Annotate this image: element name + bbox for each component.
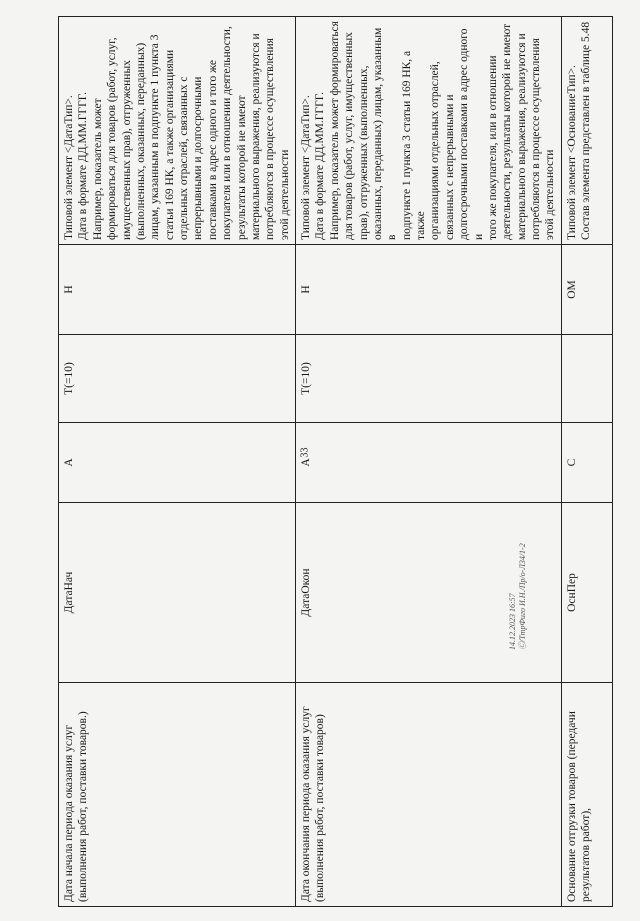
element-type: А (296, 423, 562, 503)
element-name: Основание отгрузки товаров (передачи результатов работ), (561, 683, 612, 907)
element-required: Н (59, 245, 296, 335)
stamp-date: 14.12.2023 16:57 (508, 593, 517, 650)
element-description: Типовой элемент <ОснованиеТип>. Состав элемента представлен в таблице 5.48 (561, 17, 612, 245)
element-description: Типовой элемент <ДатаТип>. Дата в формате ДД.ММ.ГГГГ. Например, показатель может формироваться для товаров (работ, услуг, имущественных прав), отгруженных (выполненных, оказанных, переданных) лицам, указанным в подпункте 1 пункта 3 статьи 169 НК, а также организациями отдельных отраслей, связанных с непрерывными и долгосрочными поставками в адрес одного и того же покупателя, или в отношении деятельности, результаты которой не имеют материального выражения, реализуются и потребляются в процессе осуществления этой деятельности (296, 17, 562, 245)
stamp-signature: Ⓒ/ТтрФиго И.Н./Пр/о-ЛЗ4/1-2 (517, 543, 527, 650)
page-number: 33 (299, 447, 311, 458)
element-name: Дата окончания периода оказания услуг (выполнения работ, поставки товаров) (296, 683, 562, 907)
element-required: ОМ (561, 245, 612, 335)
element-format (561, 335, 612, 423)
table-row (561, 17, 612, 907)
element-name: Дата начала периода оказания услуг (выполнения работ, поставки товаров.) (59, 683, 296, 907)
element-description: Типовой элемент <ДатаТип>. Дата в формате ДД.ММ.ГГГГ. Например, показатель может формироваться для товаров (работ, услуг, имущественных прав), отгруженных (выполненных, оказанных, переданных) лицам, указанным в подпункте 1 пункта 3 статьи 169 НК, а также организациями отдельных отраслей, связанных с непрерывными и долгосрочными поставками в адрес одного и того же покупателя или в отношении деятельности, результаты которой не имеют материального выражения, реализуются и потребляются в процессе осуществления этой деятельности (59, 17, 296, 245)
table-row (296, 17, 562, 907)
element-required: Н (296, 245, 562, 335)
element-format: T(=10) (296, 335, 562, 423)
element-code: ОснПер (561, 503, 612, 683)
element-code: ДатаОкон (296, 503, 562, 683)
attributes-table (58, 17, 593, 907)
element-type: С (561, 423, 612, 503)
table-row (59, 17, 296, 907)
element-code: ДатаНач (59, 503, 296, 683)
element-type: А (59, 423, 296, 503)
element-format: T(=10) (59, 335, 296, 423)
